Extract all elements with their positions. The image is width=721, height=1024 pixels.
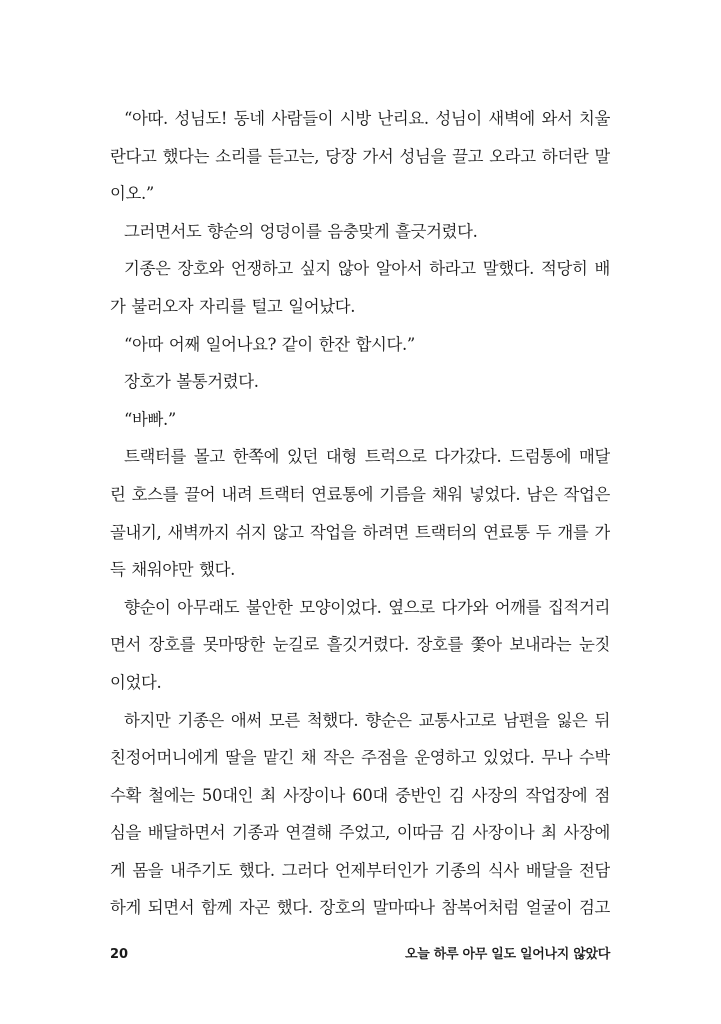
page-footer [110, 944, 610, 966]
text-line: 득 채워야만 했다. [110, 560, 235, 580]
text-line: 그러면서도 향순의 엉덩이를 음충맞게 흘긋거렸다. [124, 221, 478, 241]
text-line: 장호가 볼통거렸다. [124, 372, 259, 392]
text-line: 친정어머니에게 딸을 맡긴 채 작은 주점을 운영하고 있었다. 무나 수박 [110, 748, 610, 768]
text-line: 게 몸을 내주기도 했다. 그러다 언제부터인가 기종의 식사 배달을 전담 [110, 860, 610, 880]
text-line: “아따. 성님도! 동네 사람들이 시방 난리요. 성님이 새벽에 와서 치울 [124, 109, 610, 128]
text-line: 심을 배달하면서 기종과 연결해 주었고, 이따금 김 사장이나 최 사장에 [110, 823, 610, 843]
text-line: 트랙터를 몰고 한쪽에 있던 대형 트럭으로 다가갔다. 드럼통에 매달 [124, 447, 610, 467]
text-line: 수확 철에는 50대인 최 사장이나 60대 중반인 김 사장의 작업장에 점 [110, 785, 610, 805]
text-line: 린 호스를 끌어 내려 트랙터 연료통에 기름을 채워 넣었다. 남은 작업은 [110, 484, 610, 504]
text-line: 면서 장호를 못마땅한 눈길로 흘깃거렸다. 장호를 쫓아 보내라는 눈짓 [110, 635, 610, 655]
body-text [110, 100, 610, 927]
text-line: 이었다. [110, 672, 162, 692]
text-line: 가 불러오자 자리를 털고 일어났다. [110, 296, 356, 316]
text-line: 하지만 기종은 애써 모른 척했다. 향순은 교통사고로 남편을 잃은 뒤 [124, 710, 610, 730]
text-line: 란다고 했다는 소리를 듣고는, 당장 가서 성님을 끌고 오라고 하더란 말 [110, 146, 610, 166]
text-line: “아따 어째 일어나요? 같이 한잔 합시다.” [124, 334, 415, 354]
text-line: 기종은 장호와 언쟁하고 싶지 않아 알아서 하라고 말했다. 적당히 배 [124, 259, 610, 279]
text-line: 향순이 아무래도 불안한 모양이었다. 옆으로 다가와 어깨를 집적거리 [124, 597, 610, 617]
running-title: 오늘 하루 아무 일도 일어나지 않았다 [405, 947, 610, 962]
page-number: 20 [110, 947, 129, 962]
text-line: 골내기, 새벽까지 쉬지 않고 작업을 하려면 트랙터의 연료통 두 개를 가 [110, 522, 610, 542]
text-line: 하게 되면서 함께 자곤 했다. 장호의 말마따나 참복어처럼 얼굴이 검고 [110, 898, 610, 918]
text-line: “바빠.” [124, 409, 176, 429]
text-line: 이오.” [110, 184, 154, 204]
